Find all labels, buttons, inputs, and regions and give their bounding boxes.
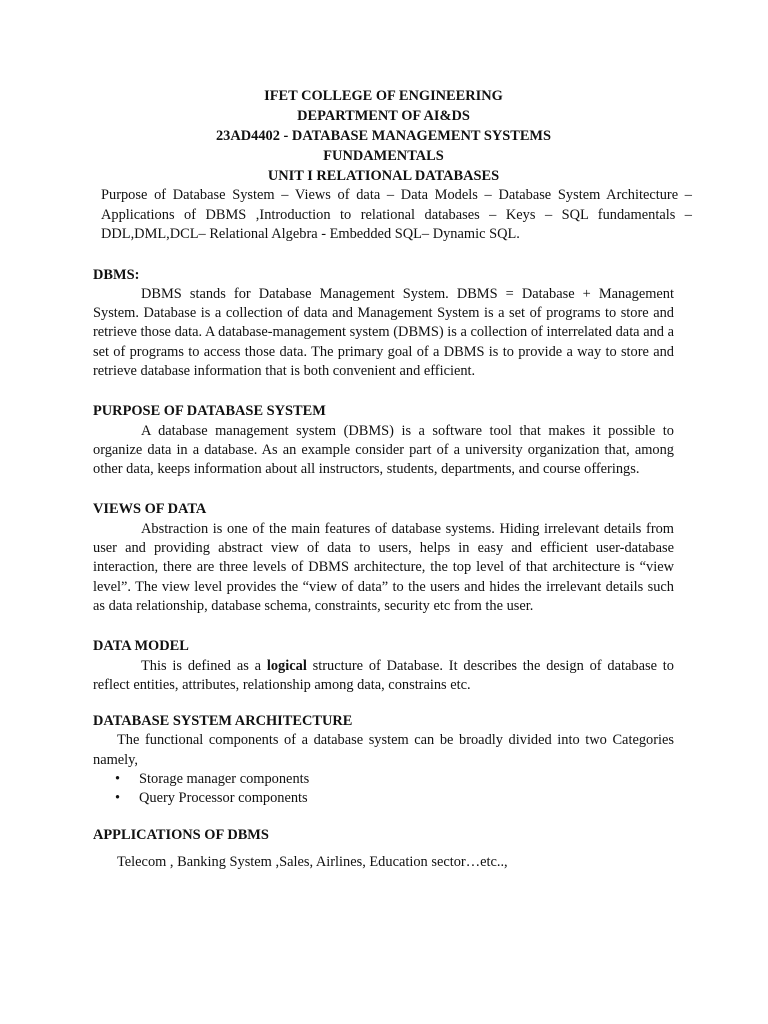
section-architecture — [93, 712, 674, 808]
bold-term: logical — [266, 657, 307, 674]
section-dbms — [93, 266, 674, 382]
course-subtitle: FUNDAMENTALS — [323, 148, 444, 164]
college-name: IFET COLLEGE OF ENGINEERING — [264, 88, 503, 104]
architecture-list — [93, 770, 674, 809]
section-body-views: Abstraction is one of the main features of database systems. Hiding irrelevant details from user and providing abstract view of data to users, helps in easy and efficient user-database interaction, there are three levels of DBMS architecture, the top level of that architecture is “view level”. The view level provides the “view of data” to the users and hides the irrelevant details such as data relationship, database schema, constraints, security etc from the user. — [93, 520, 674, 614]
section-title-dbms: DBMS: — [93, 266, 140, 283]
section-data-model — [93, 637, 674, 695]
section-title-data-model: DATA MODEL — [93, 638, 189, 655]
spacer — [93, 381, 674, 402]
section-body-dbms: DBMS stands for Database Management System. DBMS = Database + Management System. Database is a collection of data and Management System is a set of programs to store and retrieve those data. A database-management system (DBMS) is a collection of interrelated data and a set of programs to access those data. The primary goal of a DBMS is to provide a way to store and retrieve database information that is both convenient and efficient. — [93, 285, 674, 379]
document-header — [93, 86, 674, 186]
section-body-purpose: A database management system (DBMS) is a software tool that makes it possible to organize data in a database. As an example consider part of a university organization that, among other data, keeps information about all instructors, students, departments, and course offerings. — [93, 422, 674, 478]
body-text: This is defined as a — [141, 657, 267, 674]
section-title-views: VIEWS OF DATA — [93, 501, 207, 518]
course-title: 23AD4402 - DATABASE MANAGEMENT SYSTEMS — [215, 128, 552, 144]
section-applications — [93, 826, 674, 873]
spacer — [93, 616, 674, 637]
unit-title: UNIT I RELATIONAL DATABASES — [267, 168, 500, 184]
section-body-architecture: The functional components of a database system can be broadly divided into two Categories namely, — [93, 732, 674, 768]
section-body-applications: Telecom , Banking System ,Sales, Airlines, Education sector…etc.., — [117, 853, 508, 870]
list-item: • Storage manager components — [139, 770, 674, 789]
section-title-applications: APPLICATIONS OF DBMS — [93, 826, 269, 843]
body-text: structure of Database. It describes the design of database to reflect entities, attributes, relationship among data, constrains etc. — [93, 657, 674, 693]
department-name: DEPARTMENT OF AI&DS — [297, 108, 470, 124]
document-page — [93, 86, 692, 872]
spacer — [93, 809, 674, 826]
section-body-data-model — [93, 657, 674, 696]
list-item: • Query Processor components — [139, 789, 674, 808]
spacer — [93, 245, 674, 266]
syllabus-text: Purpose of Database System – Views of data – Data Models – Database System Architecture – Applications of DBMS ,Introduction to relational databases – Keys – SQL fundamentals – DDL,DML,DCL– Relational Algebra - Embedded SQL– Dynamic SQL. — [101, 187, 692, 242]
section-title-architecture: DATABASE SYSTEM ARCHITECTURE — [93, 713, 353, 730]
section-views — [93, 500, 674, 616]
section-title-purpose: PURPOSE OF DATABASE SYSTEM — [93, 403, 326, 420]
spacer — [93, 479, 674, 500]
section-purpose — [93, 402, 674, 479]
spacer — [93, 695, 674, 712]
